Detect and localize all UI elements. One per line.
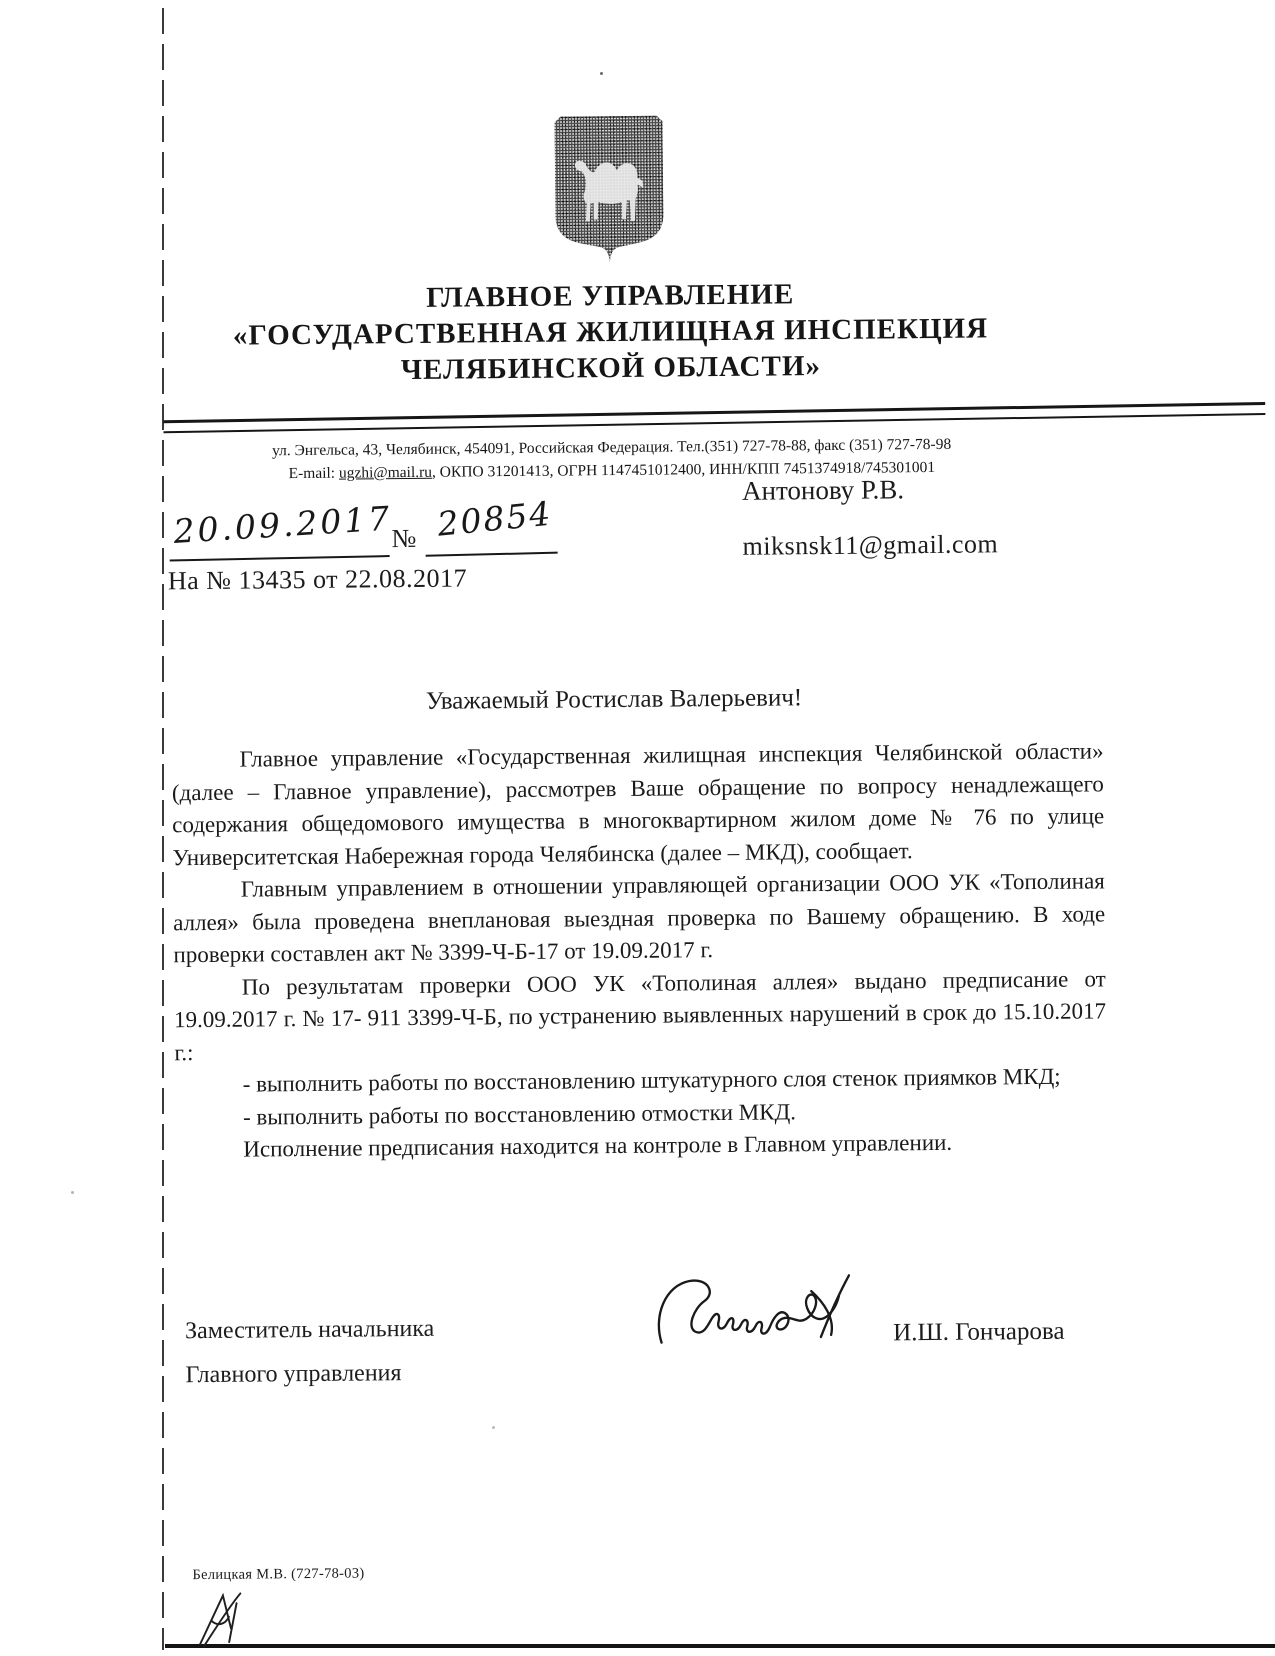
body-paragraph: Главное управление «Государственная жилищная инспекция Челябинской области» (далее – Главное управление), рассмотрев Ваше обращение по вопросу ненадлежащего содержания общедомового имущества в многоквартирном жилом доме № 76 по улице Университетская Набережная города Челябинска (далее – МКД), сообщает.	[171, 738, 1105, 870]
letterhead-contacts	[162, 432, 1062, 487]
recipient-name: Антонову Р.В.	[741, 474, 905, 506]
org-name-line3: ЧЕЛЯБИНСКОЙ ОБЛАСТИ»	[400, 350, 822, 387]
camel-icon	[560, 131, 659, 236]
number-sign-label: №	[391, 523, 417, 554]
outgoing-date-handwritten: 20.09.2017	[172, 498, 394, 551]
org-name-line1: ГЛАВНОЕ УПРАВЛЕНИЕ	[425, 278, 795, 314]
outgoing-number-handwritten: 20854	[435, 493, 554, 544]
letterhead	[157, 0, 1061, 390]
executor-line: Белицкая М.В. (727-78-03)	[192, 1565, 365, 1584]
signer-position-line1: Заместитель начальника	[184, 1315, 435, 1345]
handwritten-signature-icon	[644, 1266, 880, 1373]
salutation: Уважаемый Ростислав Валерьевич!	[425, 684, 803, 715]
letterhead-double-rule	[163, 402, 1265, 433]
incoming-reference-line: На № 13435 от 22.08.2017	[167, 563, 468, 596]
recipient-email: miksnsk11@gmail.com	[742, 529, 999, 561]
signer-position	[185, 1307, 435, 1397]
org-email: ugzhi@mail.ru	[338, 463, 433, 482]
body-paragraph: Главным управлением в отношении управляющей организации ООО УК «Тополиная аллея» была проведена внеплановая выездная проверка по Вашему обращению. В ходе проверки составлен акт № 3399-Ч-Б-17 от 19.09.2017 г.	[173, 868, 1106, 968]
body-paragraph: Исполнение предписания находится на контроле в Главном управлении.	[243, 1129, 953, 1162]
number-underline	[426, 552, 558, 557]
coat-of-arms-emblem-icon	[550, 114, 667, 263]
signer-name: И.Ш. Гончарова	[892, 1317, 1065, 1347]
body-paragraph: По результатам проверки ООО УК «Тополиная аллея» выдано предписание от 19.09.2017 г. № 17- 911 3399-Ч-Б, по устранению выявленных нарушений в срок до 15.10.2017 г.:	[173, 965, 1107, 1065]
letter-body	[171, 735, 1107, 1166]
body-paragraph: - выполнить работы по восстановлению отмостки МКД.	[242, 1098, 797, 1130]
contacts-prefix: E-mail:	[288, 464, 340, 483]
org-name-line2: «ГОСУДАРСТВЕННАЯ ЖИЛИЩНАЯ ИНСПЕКЦИЯ	[232, 312, 989, 352]
org-address-line: ул. Энгельса, 43, Челябинск, 454091, Российская Федерация. Тел.(351) 727-78-88, факс (351) 727-78-98	[271, 435, 952, 460]
signer-position-line2: Главного управления	[185, 1360, 402, 1389]
contacts-suffix: , ОКПО 31201413, ОГРН 1147451012400, ИНН/КПП 7451374918/745301001	[431, 458, 936, 481]
handwritten-initial-mark-icon	[194, 1585, 273, 1650]
date-underline	[170, 555, 390, 561]
body-paragraph: - выполнить работы по восстановлению штукатурного слоя стенок приямков МКД;	[242, 1063, 1061, 1097]
